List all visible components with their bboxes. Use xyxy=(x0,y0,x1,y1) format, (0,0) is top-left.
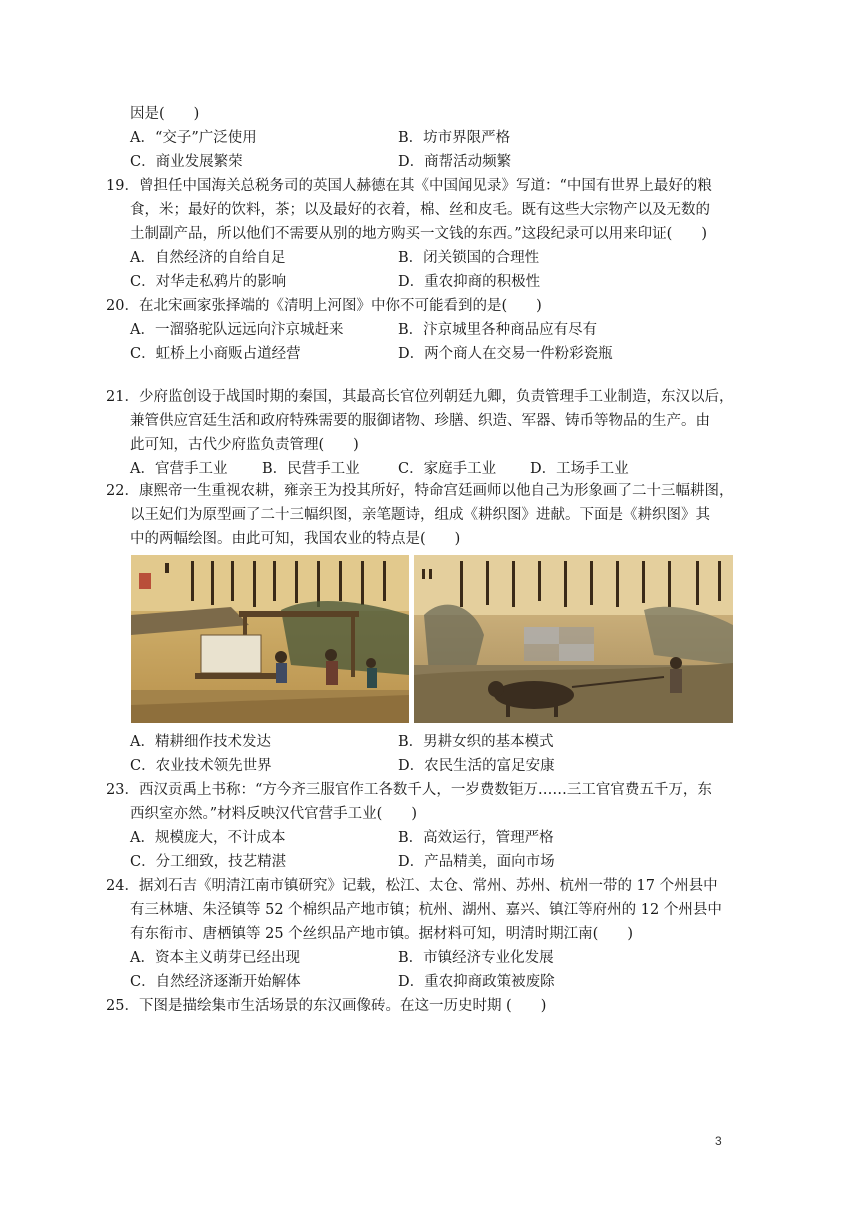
weaving-painting-art xyxy=(131,555,409,723)
q19-stem-line: 土制副产品，所以他们不需要从别的地方购买一文钱的东西。”这段纪录可以用来印证( ) xyxy=(130,226,707,242)
q24-option-d[interactable]: D．重农抑商政策被废除 xyxy=(398,974,555,990)
q21-option-b[interactable]: B．民营手工业 xyxy=(262,461,360,477)
q22-stem-line: 22．康熙帝一生重视农耕，雍亲王为投其所好，特命宫廷画师以他自己为形象画了二十三幅耕图， xyxy=(106,483,734,499)
q23-stem-line: 23．西汉贡禹上书称：“方今齐三服官作工各数千人，一岁费数钜万……三工官官费五千万，东 xyxy=(106,782,712,798)
q21-option-c[interactable]: C．家庭手工业 xyxy=(398,461,497,477)
q22-stem-line: 中的两幅绘图。由此可知，我国农业的特点是( ) xyxy=(130,531,461,547)
q21-option-d[interactable]: D．工场手工业 xyxy=(530,461,629,477)
q18-tail: 因是( ) xyxy=(130,106,200,122)
q20-option-d[interactable]: D．两个商人在交易一件粉彩瓷瓶 xyxy=(398,346,613,362)
q22-option-d[interactable]: D．农民生活的富足安康 xyxy=(398,758,555,774)
q21-stem-line: 此可知，古代少府监负责管理( ) xyxy=(130,437,359,453)
q18-option-a[interactable]: A．“交子”广泛使用 xyxy=(130,130,257,146)
plowing-painting-art xyxy=(414,555,733,723)
q21-stem-line: 21．少府监创设于战国时期的秦国，其最高长官位列朝廷九卿，负责管理手工业制造，东汉以后， xyxy=(106,389,734,405)
q25-stem-line: 25．下图是描绘集市生活场景的东汉画像砖。在这一历史时期 ( ) xyxy=(106,998,547,1014)
q20-option-c[interactable]: C．虹桥上小商贩占道经营 xyxy=(130,346,301,362)
q24-stem-line: 有三林塘、朱泾镇等 52 个棉织品产地市镇；杭州、湖州、嘉兴、镇江等府州的 12 个州县中 xyxy=(130,902,722,918)
q22-option-a[interactable]: A．精耕细作技术发达 xyxy=(130,734,271,750)
q19-option-c[interactable]: C．对华走私鸦片的影响 xyxy=(130,274,287,290)
q21-option-a[interactable]: A．官营手工业 xyxy=(130,461,228,477)
q19-stem-line: 食，米；最好的饮料，茶；以及最好的衣着，棉、丝和皮毛。既有这些大宗物产以及无数的 xyxy=(130,202,710,218)
q19-option-b[interactable]: B．闭关锁国的合理性 xyxy=(398,250,540,266)
q24-option-b[interactable]: B．市镇经济专业化发展 xyxy=(398,950,554,966)
q24-option-c[interactable]: C．自然经济逐渐开始解体 xyxy=(130,974,301,990)
q22-option-b[interactable]: B．男耕女织的基本模式 xyxy=(398,734,554,750)
q19-stem-line: 19．曾担任中国海关总税务司的英国人赫德在其《中国闻见录》写道：“中国有世界上最好的粮 xyxy=(106,178,712,194)
plowing-painting xyxy=(414,555,733,723)
q24-stem-line: 有东衔市、唐栖镇等 25 个丝织品产地市镇。据材料可知，明清时期江南( ) xyxy=(130,926,633,942)
q23-option-b[interactable]: B．高效运行，管理严格 xyxy=(398,830,554,846)
q20-stem-line: 20．在北宋画家张择端的《清明上河图》中你不可能看到的是( ) xyxy=(106,298,542,314)
q18-option-c[interactable]: C．商业发展繁荣 xyxy=(130,154,243,170)
q20-option-b[interactable]: B．汴京城里各种商品应有尽有 xyxy=(398,322,598,338)
q20-option-a[interactable]: A．一溜骆驼队远远向汴京城赶来 xyxy=(130,322,344,338)
q21-stem-line: 兼管供应宫廷生活和政府特殊需要的服御诸物、珍膳、织造、军器、铸币等物品的生产。由 xyxy=(130,413,710,429)
q18-option-b[interactable]: B．坊市界限严格 xyxy=(398,130,511,146)
q23-option-c[interactable]: C．分工细致，技艺精湛 xyxy=(130,854,287,870)
page-number: 3 xyxy=(715,1134,722,1148)
q23-option-d[interactable]: D．产品精美，面向市场 xyxy=(398,854,555,870)
weaving-painting xyxy=(131,555,409,723)
q18-option-d[interactable]: D．商帮活动频繁 xyxy=(398,154,512,170)
q23-stem-line: 西织室亦然。”材料反映汉代官营手工业( ) xyxy=(130,806,417,822)
q24-option-a[interactable]: A．资本主义萌芽已经出现 xyxy=(130,950,300,966)
q19-option-a[interactable]: A．自然经济的自给自足 xyxy=(130,250,286,266)
q19-option-d[interactable]: D．重农抑商的积极性 xyxy=(398,274,541,290)
q22-stem-line: 以王妃们为原型画了二十三幅织图，亲笔题诗，组成《耕织图》进献。下面是《耕织图》其 xyxy=(130,507,710,523)
q22-option-c[interactable]: C．农业技术领先世界 xyxy=(130,758,272,774)
q24-stem-line: 24．据刘石吉《明清江南市镇研究》记载，松江、太仓、常州、苏州、杭州一带的 17 个州县中 xyxy=(106,878,718,894)
q23-option-a[interactable]: A．规模庞大，不计成本 xyxy=(130,830,286,846)
